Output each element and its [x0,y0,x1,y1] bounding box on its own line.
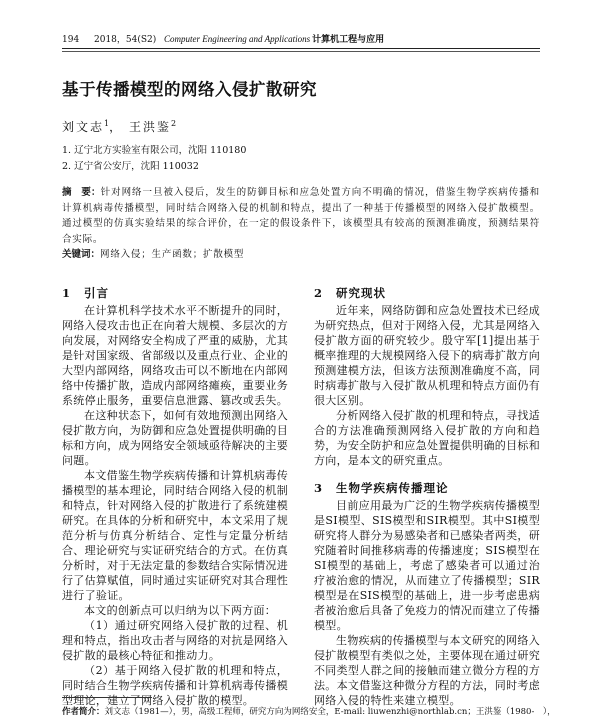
paragraph: 近年来，网络防御和应急处置技术已经成为研究热点，但对于网络入侵，尤其是网络入侵扩散方面的研究较少。殷守军[1]提出基于概率推理的大规模网络入侵下的病毒扩散方向预测建模方法，但该方法预测准确度不高，同时病毒扩散与入侵扩散从机理和特点方面仍有很大区别。 [314,304,540,407]
paragraph: （2）基于网络入侵扩散的机理和特点，同时结合生物学疾病传播和计算机病毒传播模型理论，建立了网络入侵扩散的模型。 [62,664,288,707]
paragraph: 生物疾病的传播模型与本文研究的网络入侵扩散模型有类似之处，主要体现在通过研究不同类型人群之间的接触而建立微分方程的方法。本文借鉴这种微分方程的方法，同时考虑网络入侵的特性来建立模型。 [314,634,540,707]
abstract [62,185,540,247]
journal-name-cn: 计算机工程与应用 [312,35,385,45]
paragraph: 分析网络入侵扩散的机理和特点，寻找适合的方法准确预测网络入侵扩散的方向和趋势，为安全防护和应急处置提供明确的目标和方向，是本文的研究重点。 [314,409,540,467]
section-heading: 2 研究现状 [314,286,386,300]
header-rule [62,51,540,52]
running-header [62,32,540,45]
abstract-block [62,185,540,263]
section-heading: 1 引言 [62,286,109,300]
author-sup: 2 [170,119,177,128]
page-number: 194 [62,35,80,45]
affiliation: 2. 辽宁省公安厅，沈阳 110032 [62,161,199,172]
author-footnote [62,706,582,718]
author-name: 刘文志 [62,120,105,134]
keywords [62,247,540,263]
abstract-text: 针对网络一旦被入侵后，发生的防御目标和应急处置方向不明确的情况，借鉴生物学疾病传播和计算机病毒传播模型，同时结合网络入侵的机制和特点，提出了一种基于传播模型的网络入侵扩散模型。通过模型的仿真实验结果的综合评价，在一定的假设条件下，该模型具有较高的预测准确度，预测结果符合实际。 [62,187,540,245]
paragraph: 在计算机科学技术水平不断提升的同时，网络入侵攻击也正在向着大规模、多层次的方向发展，对网络安全构成了严重的威胁，尤其是针对国家级、省部级以及重点行业、企业的大型内部网络，网络攻击可以不断地在内部网络中传播扩散，造成内部网络瘫痪，重要业务系统停止服务，重要信息泄露、篡改或丢失。 [62,304,288,407]
keywords-label: 关键词： [62,249,101,260]
volume-issue: 2018，54(S2) [94,35,157,45]
authors: 刘文志$^1$， 王洪鉴$^2$ [62,119,177,134]
left-column [62,285,288,708]
footnote-rule [62,697,152,698]
right-column [314,285,540,708]
paragraph: （1）通过研究网络入侵扩散的过程、机理和特点，指出攻击者与网络的对抗是网络入侵扩散的最核心特征和推动力。 [62,619,288,662]
paragraph: 目前应用最为广泛的生物学疾病传播模型是SI模型、SIS模型和SIR模型。其中SI模型研究将人群分为易感染者和已感染者两类，研究随着时间推移病毒的传播速度；SIS模型在SI模型的基础上，考虑了感染者可以通过治疗被治愈的情况，从而建立了传播模型；SIR模型是在SIS模型的基础上，进一步考虑患病者被治愈后具备了免疫力的情况而建立了传播模型。 [314,499,540,632]
paragraph: 在这种状态下，如何有效地预测出网络入侵扩散方向，为防御和应急处置提供明确的目标和方向，成为网络安全领域亟待解决的主要问题。 [62,409,288,467]
paper-title: 基于传播模型的网络入侵扩散研究 [62,80,317,99]
footnote-label: 作者简介： [62,707,105,717]
section-heading: 3 生物学疾病传播理论 [314,481,449,495]
author-sup: 1 [104,119,110,128]
author-name: 王洪鉴 [128,120,171,134]
journal-name-en: Computer Engineering and Applications [164,34,311,44]
paragraph: 本文的创新点可以归纳为以下两方面： [84,604,277,617]
abstract-label: 摘 要： [62,187,101,198]
header-rule [62,48,540,49]
keywords-text: 网络入侵；生产函数；扩散模型 [100,249,245,260]
footnote-text: 刘文志（1981—），男，高级工程师，研究方向为网络安全，E-mail: liuwenzhi@northlab.cn；王洪鉴（1980- ）， [104,707,556,717]
affiliation: 1. 辽宁北方实验室有限公司，沈阳 110180 [62,145,247,156]
paragraph: 本文借鉴生物学疾病传播和计算机病毒传播模型的基本理论，同时结合网络入侵的机制和特点，针对网络入侵的扩散进行了系统建模研究。在具体的分析和研究中，本文采用了规范分析与仿真分析结合、定性与定量分析结合、理论研究与实证研究结合的方式。在仿真分析时，对于无法定量的参数结合实际情况进行了估算赋值，同时通过实证研究对其合理性进行了验证。 [62,469,288,602]
